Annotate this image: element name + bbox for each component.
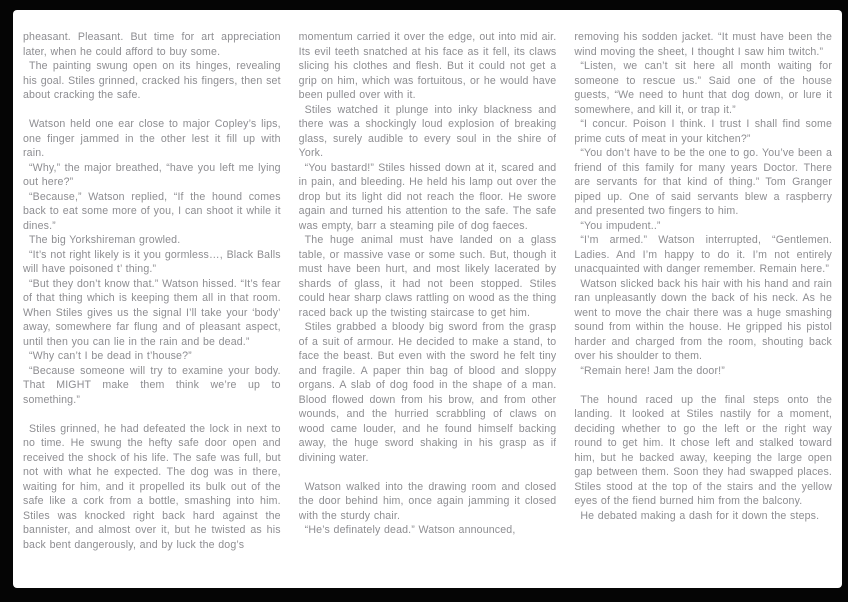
paragraph: Stiles grinned, he had defeated the lock in next to no time. He swung the hefty safe door open and received the shock of his life. The safe was full, but not with what he expected. The dog was in there, waiting for him, and it propelled its bulk out of the safe like a cork from a bottle, smashing into him. Stiles was knocked right back hard against the bannister, and almost over it, but he twisted as his back bent dangerously, and by luck the dog’s (23, 422, 281, 551)
book-page (13, 10, 842, 588)
paragraph: Watson slicked back his hair with his hand and rain ran unpleasantly down the back of his neck. As he went to move the chair there was a huge smashing sound from within the house. He gripped his pistol harder and charged from the room, shouting back over his shoulder to them. (574, 277, 833, 362)
paragraph: “I’m armed.” Watson interrupted, “Gentlemen. Ladies. And I’m happy to do it. I’m not entirely unacquainted with danger remember. Remain here.” (574, 234, 833, 275)
paragraph: Watson held one ear close to major Copley’s lips, one finger jammed in the other lest it fill up with rain. (23, 118, 281, 159)
text-column-2 (299, 30, 557, 578)
paragraph: momentum carried it over the edge, out into mid air. Its evil teeth snatched at his face as it fell, its claws slicing his clothes and flesh. But it could not get a grip on him, which was fortuitous, or he would have been pulled over with it. (298, 31, 557, 101)
paragraph: “It’s not right likely is it you gormless…, Black Balls will have poisoned t’ thing.” (23, 248, 281, 275)
paragraph: The hound raced up the final steps onto the landing. It looked at Stiles nastily for a moment, deciding whether to go the left or the right way round to get him. It chose left and stalked toward him, but he backed away, keeping the large open gap between them. Soon they had swapped places. Stiles stood at the top of the stairs and the yellow eyes of the fiend burned him from the balcony. (574, 393, 833, 507)
paragraph: “Why,” the major breathed, “have you left me lying out here?” (23, 161, 281, 188)
paragraph: “Because someone will try to examine your body. That MIGHT make them think we’re up to something.” (23, 364, 281, 406)
paragraph: “He’s definately dead.” Watson announced, (304, 524, 516, 536)
paragraph: “Because,” Watson replied, “If the hound comes back to eat some more of you, I can shoot it while it dines.” (23, 190, 281, 232)
paragraph: “You bastard!” Stiles hissed down at it, scared and in pain, and bleeding. He held his lamp out over the drop but its light did not reach the floor. He swore again and turned his attention to the safe. The safe was empty, barr a steaming pile of dog faeces. (298, 161, 557, 232)
paragraph: “You don’t have to be the one to go. You’ve been a friend of this family for many years Doctor. There are servants for that kind of thing.” Tom Granger piped up. One of said servants blew a raspberry and presented two fingers to him. (574, 147, 833, 217)
paragraph: pheasant. Pleasant. But time for art appreciation later, when he could afford to buy some. (23, 31, 281, 58)
text-column-1 (23, 30, 281, 578)
text-columns (23, 30, 832, 578)
paragraph: “I concur. Poison I think. I trust I shall find some prime cuts of meat in your kitchen?” (574, 118, 833, 145)
paragraph: He debated making a dash for it down the steps. (580, 509, 820, 522)
paragraph: The painting swung open on its hinges, revealing his goal. Stiles grinned, cracked his fingers, then set about cracking the safe. (23, 60, 281, 101)
paragraph: Stiles watched it plunge into inky blackness and there was a shockingly loud explosion of breaking glass, surely audible to every soul in the shire of York. (298, 103, 557, 159)
paragraph: removing his sodden jacket. “It must have been the wind moving the sheet, I thought I saw him twitch.” (574, 31, 833, 58)
paragraph: Stiles grabbed a bloody big sword from the grasp of a suit of armour. He decided to make a stand, to face the beast. But even with the sword he felt tiny and fragile. A paper thin bag of blood and sloppy organs. A slab of dog food in the shape of a man. Blood flowed down from his brow, and from other wounds, and the hurried scrabbling of claws on wood came louder, and he found himself backing away, the huge sword shaking in his grasp as if divining water. (298, 321, 557, 464)
paragraph: “You impudent..” (580, 219, 661, 232)
paragraph: “Why can’t I be dead in t’house?” (29, 350, 192, 362)
paragraph: The big Yorkshireman growled. (29, 234, 181, 246)
paragraph: “But they don’t know that.” Watson hissed. “It’s fear of that thing which is keeping them all in that room. When Stiles gives us the signal I’ll take your ‘body’ away, somewhere far flung and of pleasant aspect, until then you can lie in the rain and be dead.” (23, 277, 281, 348)
paragraph: The huge animal must have landed on a glass table, or massive vase or some such. But, though it must have been hurt, and most likely lacerated by shards of glass, it had not been stopped. Stiles could hear sharp claws rattling on wood as the thing raced back up the twisting staircase to get him. (298, 234, 557, 319)
paragraph: “Listen, we can’t sit here all month waiting for someone to rescue us.” Said one of the house guests, “We need to hunt that dog down, or lure it somewhere, and kill it, or trap it.” (574, 60, 833, 116)
paragraph: “Remain here! Jam the door!” (580, 364, 725, 377)
text-column-3 (574, 30, 832, 578)
paragraph: Watson walked into the drawing room and closed the door behind him, once again jamming it closed with the sturdy chair. (298, 480, 557, 522)
